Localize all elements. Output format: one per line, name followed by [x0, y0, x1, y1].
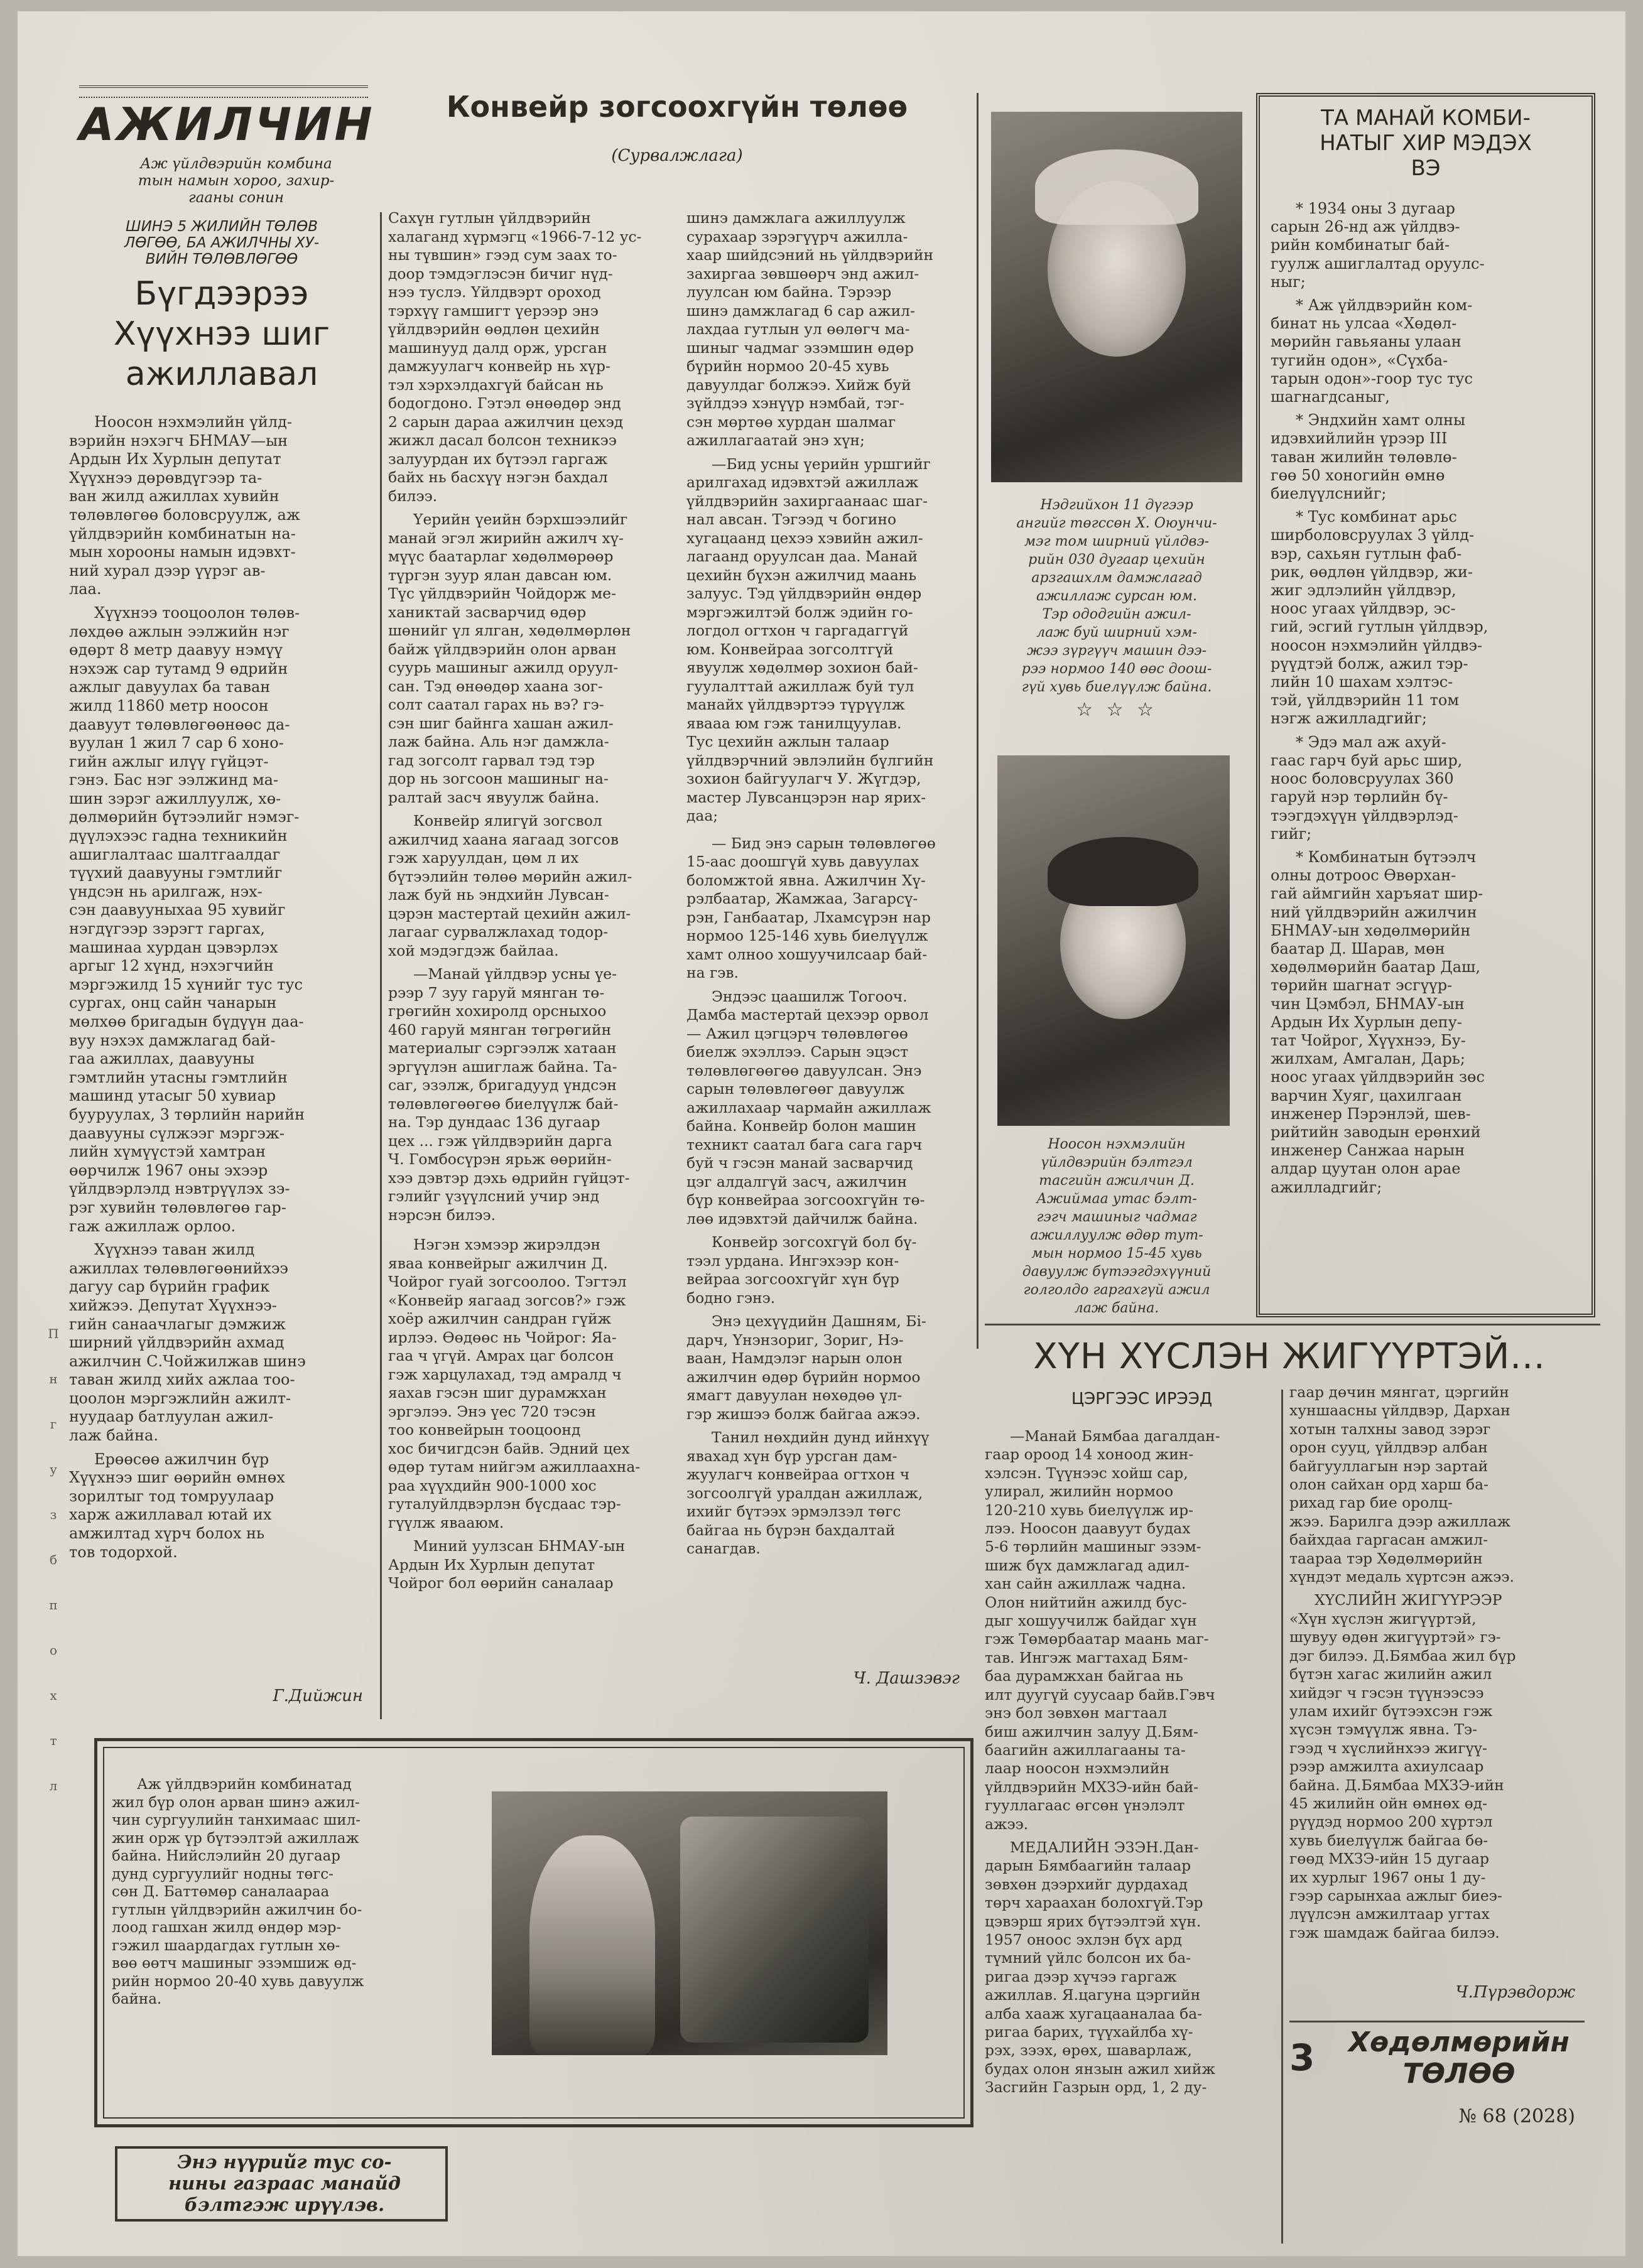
conveyor-col-1 — [388, 209, 677, 1598]
newspaper-page — [18, 11, 1625, 2256]
left-article-body — [69, 413, 371, 1567]
photo3-machine-shape — [680, 1817, 869, 2043]
left-para-1: Ноосон нэхмэлийн үйлд- вэрийн нэхэгч БНМАУ—ын Ардын Их Хурлын депутат Хүүхнээ дөрөвдүгээр та- ван жилд ажиллах хувийн төлөвлөгөө боловсруулж, аж үйлдвэрийн комбинатын на- мын хорооны намын идэвхт- ний хурал дээр үүрэг ав- лаа. — [69, 413, 300, 598]
conveyor-col2-para-4: Эндээс цаашилж Тогооч. Дамба мастертай цехээр орвол — Ажил цэгцэрч төлөвлөгөө биелж эхэллээ. Сарын эцэст төлөвлөгөөгөө давуулсан. Энэ сарын төлөвлөгөөг давуулж ажиллахаар чармайн ажиллаж байна. Конвейр болон машин техникт саатал бага сага гарч буй ч гэсэн манай засварчид цэг алдалгүй засч, ажилчин бүр конвейраа зогсоохгүйн тө- лөө идэвхтэй дайчилж байна. — [686, 987, 931, 1228]
left-signature: Г.Дийжин — [273, 1687, 363, 1705]
footer-publication-title: Хөдөлмөрийн ТӨЛӨӨ — [1348, 2026, 1570, 2090]
side-margin-text: П н г у з б п о х т л — [48, 1326, 59, 1793]
conveyor-signature: Ч. Дашзэвэг — [853, 1669, 960, 1688]
conveyor-col2-para-5: Конвейр зогсохгүй бол бү- тээл урдана. Ингэхээр кон- вейраа зогсоохгүйг хүн бүр бодно гэнэ. — [686, 1233, 917, 1307]
right-article-top-rule — [985, 1324, 1600, 1326]
photo-young-worker-machine — [492, 1791, 887, 2055]
right-headline: ХҮН ХҮСЛЭН ЖИГҮҮРТЭЙ... — [1033, 1336, 1546, 1377]
sidebar-para-5: * Эдэ мал аж ахуй- гаас гарч буй арьс шир, ноос боловсруулах 360 гаруй нэр төрлийн бү- тээгдэхүүн үйлдвэрлэд- гийг; — [1271, 733, 1463, 843]
sidebar-para-4: * Тус комбинат арьс ширболовсруулах 3 үйлд- вэр, сахьян гутлын фаб- рик, өөдлөн үйлдвэр, жи- жиг эдлэлийн үйлдвэр, ноос угаах үйлдвэр, эс- гий, эсгий гутлын үйлдвэр, ноосон нэхмэлийн үйлдвэ- рүүдтэй болж, ажил тэр- лийн 10 шахам хэлтэс- тэй, үйлдвэрийн 11 том нэгж ажилладгийг; — [1271, 508, 1488, 728]
photo1-caption: Нэдгийхон 11 дүгээр ангийг төгссөн Х. Оюунчи- мэг том ширний үйлдвэ- рийн 030 дугаар цехийн арзгашхлм дамжлагад ажиллаж сурсан юм. Тэр ододгийн ажил- лаж буй ширний хэм- жээ зүргүүч машин дээ- рээ нормоо 140 өөс доош- гүй хувь биелүүлж байна. — [1016, 497, 1217, 695]
column-rule-1 — [380, 212, 382, 1719]
stars-divider: ☆ ☆ ☆ — [1076, 699, 1158, 721]
bottom-box-paragraph: Аж үйлдвэрийн комбинатад жил бүр олон арван шинэ ажил- чин сургуулийн танхимаас шил- жин орж үр бүтээлтэй ажиллаж байна. Нийслэлийн 20 дугаар дунд сургуулийг нодны төгс- сөн Д. Баттөмөр саналаараа гутлын үйлдвэрийн ажилчин бо- лоод гашхан жилд өндөр мэр- гэжил шаардагдах гутлын хө- вөө өөтч машиныг эзэмшиж өд- рийн нормоо 20-40 хувь давуулж байна. — [112, 1776, 364, 2007]
sidebar-para-6: * Комбинатын бүтээлч олны дотроос Өвөрхан- гай аймгийн харъяат шир- ний үйлдвэрийн ажилчин БНМАУ-ын хөдөлмөрийн баатар Д. Шарав, мөн хөдөлмөрийн баатар Даш, төрийн шагнат эсгүүр- чин Цэмбэл, БНМАУ-ын Ардын Их Хурлын депу- тат Чойрог, Хүүхнээ, Бу- жилхам, Амгалан, Дарь; ноос угаах үйлдвэрийн зөс варчин Хуяг, цахилгаан инженер Пэрэнлэй, шев- рийтийн заводын ерөнхий инженер Санжаа нарын алдар цуутан олон арае ажилладгийг; — [1271, 848, 1485, 1196]
photo3-figure-shape — [529, 1835, 655, 2055]
sidebar-title: ТА МАНАЙ КОМБИ- НАТЫГ ХИР МЭДЭХ ВЭ — [1320, 105, 1532, 181]
column-rule-3 — [1281, 1390, 1283, 2244]
sidebar-para-1: * 1934 оны 3 дугаар сарын 26-нд аж үйлдвэ- рийн комбинатыг бай- гуулж ашиглалтад оруулс- ныг; — [1271, 200, 1485, 291]
conveyor-col1-para-4: —Манай үйлдвэр усны үе- рээр 7 зуу гаруй мянган тө- грөгийн хохиролд орсныхоо 460 гаруй мянган төгрөгийн материалыг сэргээлж хатаан эргүүлэн ашиглаж байна. Та- саг, эзэлж, бригадууд үндсэн төлөвлөгөөгөө биелүүлж бай- на. Тэр дундаас 136 дугаар цех ... гэж үйлдвэрийн дарга Ч. Гомбосүрэн ярьж өөрийн- хээ дэвтэр дэхь өдрийн гүйцэт- гэлийг үзүүлсний учир энд нэрсэн билээ. — [388, 965, 630, 1224]
conveyor-col2-para-2: —Бид усны үерийн уршгийг арилгахад идэвхтэй ажиллаж үйлдвэрийн захиргаанаас шаг- нал авсан. Тэгээд ч богино хугацаанд цехээ хэвийн ажил- лагаанд оруулсан даа. Манай цехийн бүхэн ажилчид маань залуус. Тэд үйлдвэрийн өндөр мэргэжилтэй болж эдийн го- логдол огтхон ч гаргадаггүй юм. Конвейраа зогсолтгүй явуулж хөдөлмөр зохион бай- гуулалттай ажиллаж буй тул манайх үйлдвэртээ түрүүлж явааа юм гэж танилцуулав. Тус цехийн ажлын талаар үйлдвэрчний эвлэлийн бүлгийн зохион байгуулагч У. Жүгдэр, мастер Лувсанцэрэн нар ярих- даа; — [686, 455, 934, 824]
conveyor-subtitle: (Сурвалжлага) — [611, 146, 743, 165]
right-col2-para-1: гаар дөчин мянгат, цэргийн хуншаасны үйлдвэр, Дархан хотын талхны завод зэрэг орон сууц, үйлдвэр албан байгууллагын нэр зартай олон сайхан орд харш ба- рихад гар бие оролц- жээ. Барилга дээр ажиллаж байхдаа гаргасан амжил- таараа тэр Хөдөлмөрийн хүндэт медаль хүртсэн ажээ. — [1289, 1383, 1514, 1586]
conveyor-col1-para-2: Үерийн үеийн бэрхшээлийг манай эгэл жирийн ажилч хү- мүүс баатарлаг хөдөлмөрөөр түргэн зуур ялан давсан юм. Түс үйлдвэрийн Чойдорж ме- ханиктай засварчид өдөр шөнийг үл ялган, хөдөлмөрлөн байж үйлдвэрийн олон арван суурь машиныг ажилд оруул- сан. Тэд өнөөдөр хаана зог- солт саатал гарах нь вэ? гэ- сэн шиг байнга хашан ажил- лаж байна. Аль нэг дамжла- гад зогсолт гарвал тэд тэр дор нь зогсоон машиныг на- ралтай засч явуулж байна. — [388, 510, 631, 806]
footer-page-number: 3 — [1289, 2036, 1315, 2079]
column-rule-2 — [977, 93, 979, 1349]
footer-rule — [1289, 2021, 1585, 2022]
conveyor-col2-para-3: — Бид энэ сарын төлөвлөгөө 15-аас доошгүй хувь давуулах боломжтой явна. Ажилчин Хү- рэлбаатар, Жамжаа, Загарсү- рэн, Ганбаатар, Лхамсүрэн нар нормоо 125-146 хувь биелүүлж хамт олноо хошуучилсаар бай- на гэв. — [686, 834, 936, 981]
right-subhead: ЦЭРГЭЭС ИРЭЭД — [1071, 1390, 1213, 1408]
sidebar-para-3: * Эндхийн хамт олны идэвхийлийн үрээр III таван жилийн төлөвлө- гөө 50 хоногийн өмнө биелүүлснийг; — [1271, 411, 1466, 503]
right-col2-para-2: ХҮСЛИЙН ЖИГҮҮРЭЭР «Хүн хүслэн жигүүртэй, шувуу өдөн жигүүртэй» гэ- дэг билээ. Д.Бямбаа жил бүр бүтэн хагас жилийн ажил хийдэг ч гэсэн түүнээсээ улам ихийг бүтээхсэн гэж хүсэн тэмүүлж явна. Тэ- гээд ч хүслийнхээ жигүү- рээр амжилта ахиулсаар байна. Д.Бямбаа МХЗЭ-ийн 45 жилийн ойн өмнөх өд- рүүдэд нормоо 200 хүртэл хувь биелүүлж байгаа бө- гөөд МХЗЭ-ийн 15 дугаар их хурлыг 1967 оны 1 ду- гээр сарынхаа ажлыг биеэ- лүүлсэн амжилтаар угтах гэж шамдаж байгаа билээ. — [1289, 1591, 1516, 1941]
notice-text: Энэ нүүрийг тус со- нины газраас манайд бэлтгэж ирүүлэв. — [168, 2151, 401, 2215]
masthead-title: АЖИЛЧИН — [79, 98, 375, 151]
right-col1-para-2: МЕДАЛИЙН ЭЗЭН.Дан- дарын Бямбаагийн талаар зөвхөн дээрхийг дурдахад төрч хараахан болохгүй.Тэр цэвэрш ярих бүтээлтэй хүн. 1957 оноос эхлэн бүх ард түмний үйлс болсон их ба- ригаа дээр хүчээ гаргаж ажиллав. Я.цагуна цэргийн алба хааж хугацааналаа ба- ригаа барих, түүхайлба хү- рэх, зээх, өрөх, шаварлаж, будах олон янзын ажил хийж Засгийн Газрын орд, 1, 2 ду- — [985, 1838, 1215, 2097]
photo-scarf-shape — [1035, 149, 1198, 225]
conveyor-headline: Конвейр зогсоохгүйн төлөө — [446, 90, 908, 124]
conveyor-col1-para-3: Конвейр ялигүй зогсвол ажилчид хаана яагаад зогсов гэж харуулдан, цөм л их бүтээлийн төлөө мөрийн ажил- лаж буй нь эндхийн Лувсан- цэрэн мастертай цехийн ажил- лагааг сурвалжлахад тодор- хой мэдэгдэж байлаа. — [388, 812, 632, 959]
photo-worker-at-machine — [997, 755, 1230, 1126]
right-col1-para-1: —Манай Бямбаа дагалдан- гаар ороод 14 хоноод жин- хэлсэн. Түүнээс хойш сар, улирал, жилийн нормоо 120-210 хувь биелүүлж ир- лээ. Ноосон даавуут будах 5-6 төрлийн машиныг эзэм- шиж бүх дамжлагад адил- хан сайн ажиллаж чадна. Олон нийтийн ажилд бус- дыг хошуучилж байдаг хүн гэж Төмөрбаатар маань маг- тав. Ингэж магтахад Бям- баа дурамжхан байгаа нь илт дуугүй суусаар байв.Гэвч энэ бол зөвхөн магтаал биш ажилчин залуу Д.Бям- баагийн ажиллагааны та- лаар ноосон нэхмэлийн үйлдвэрийн МХЗЭ-ийн бай- гууллагаас өгсөн үнэлэлт ажээ. — [985, 1427, 1220, 1833]
right-signature: Ч.Пүрэвдорж — [1455, 1983, 1575, 2002]
left-headline: Бүгдээрээ Хүүхнээ шиг ажиллавал — [113, 275, 330, 393]
masthead-subtitle: Аж үйлдвэрийн комбина тын намын хороо, захир- гааны сонин — [138, 156, 335, 206]
sidebar-para-2: * Аж үйлдвэрийн ком- бинат нь улсаа «Хөдөл- мөрийн гавьяаны улаан тугийн одон», «Сүхба- тарын одон»-гоор тус тус шагнагдсаныг, — [1271, 296, 1473, 406]
masthead — [79, 85, 375, 211]
sidebar-body — [1271, 200, 1585, 1202]
conveyor-col1-para-6: Миний уулзсан БНМАУ-ын Ардын Их Хурлын депутат Чойрог бол өөрийн саналаар — [388, 1537, 626, 1592]
conveyor-col-2 — [686, 209, 972, 1563]
conveyor-col2-para-1: шинэ дамжлага ажиллуулж сурахаар зэрэгүүрч ажилла- хаар шийдсэний нь үйлдвэрийн захиргаа зөвшөөрч энд ажил- луулсан юм байна. Тэрээр шинэ дамжлагад 6 сар ажил- лахдаа гутлын ул өөлөгч ма- шиныг чадмаг эзэмшин өдөр бүрийн нормоо 20-45 хувь давуулдаг болжээ. Хийж буй зүйлдээ хэнүүр нэмбай, тэг- сэн мөртөө хурдан шалмаг ажиллагаатай энэ хүн; — [686, 209, 934, 449]
photo2-hair-shape — [1048, 837, 1198, 906]
photo2-caption: Ноосон нэхмэлийн үйлдвэрийн бэлтгэл тасгийн ажилчин Д. Ажиймаа утас бэлт- гэгч машиныг чадмаг ажиллуулж өдөр тут- мын нормоо 15-45 хувь давуулж бүтээгдэхүүний голголдо гаргахгүй ажил лаж байна. — [1022, 1137, 1212, 1316]
conveyor-col2-para-6: Энэ цехүүдийн Дашням, Бі- дарч, Үнэнзориг, Зориг, Нэ- ваан, Намдэлэг нарын олон ажилчин өдөр бүрийн нормоо ямагт давуулан нөхөдөө үл- гэр жишээ болж байгаа ажээ. — [686, 1312, 926, 1423]
footer-issue: № 68 (2028) — [1458, 2105, 1575, 2127]
conveyor-col1-para-5: Нэгэн хэмээр жирэлдэн яваа конвейрыг ажилчин Д. Чойрог гуай зогсоолоо. Тэгтэл «Конвейр яагаад зогсов?» гэж хоёр ажилчин сандран гүйж ирлээ. Өөдөөс нь Чойрог: Яа- гаа ч үгүй. Амрах цаг болсон гэж харцулахад, тэд амралд ч яахав гэсэн шиг дурамжхан эргэлээ. Энэ үес 720 тэсэн тоо конвейрын тооцоонд хос бичигдсэн байв. Эдний цех өдөр тутам нийгэм ажиллаахна- раа хүүхдийн 900-1000 хос гуталуйлдвэрлэн бүсдаас тэр- гүүлж явааюм. — [388, 1236, 641, 1531]
conveyor-col1-para-1: Сахүн гутлын үйлдвэрийн халаганд хүрмэгц «1966-7-12 ус- ны түвшин» гээд сум заах то- доор тэмдэглэсэн бичиг нүд- нээ туслэ. Үйлдвэрт ороход тэрхүү гамшигт үерээр энэ үйлдвэрийн өөдлөн цехийн машинууд далд орж, урсган дамжуулагч конвейр нь хүр- тэл хэрхэлдахгүй байсан нь бодогдоно. Гэтэл өнөөдөр энд 2 сарын дараа ажилчин цехэд жижл дасал болсон техникээ залуурдан их бүтээл гаргаж байх нь басхүү нэгэн бахдал билээ. — [388, 209, 642, 505]
bottom-box-text — [112, 1776, 438, 2014]
left-para-3: Хүүхнээ таван жилд ажиллах төлөвлөгөөнийхээ дагуу сар бүрийн график хийжээ. Депутат Хүүхнээ- гийн санаачлагыг дэмжиж ширний үйлдвэрийн ахмад ажилчин С.Чойжилжав шинэ таван жилд хийх ажлаа тоо- цоолон мэргэжлийн ажилт- нуудаар батлуулан ажил- лаж байна. — [69, 1241, 306, 1445]
photo-worker-portrait — [991, 112, 1242, 482]
masthead-ornament-top — [79, 85, 368, 98]
right-col-1 — [985, 1427, 1277, 2102]
conveyor-col2-para-7: Танил нөхдийн дунд ийнхүү явахад хүн бүр урсган дам- жуулагч конвейраа огтхон ч зогсоолгүй уралдан ажиллаж, ихийг бүтээх эрмэлзэл төгс байгаа нь бүрэн бахдалтай санагдав. — [686, 1428, 930, 1557]
left-kicker: ШИНЭ 5 ЖИЛИЙН ТӨЛӨВ ЛӨГӨӨ, БА АЖИЛЧНЫ ХУ- ВИЙН ТӨЛӨВЛӨГӨӨ — [124, 219, 320, 267]
left-para-4: Ерөөсөө ажилчин бүр Хүүхнээ шиг өөрийн өмнөх зорилтыг тод томруулаар харж ажиллавал ютай их амжилтад хүрч болох нь тов тодорхой. — [69, 1450, 285, 1561]
right-col-2 — [1289, 1383, 1585, 1947]
left-para-2: Хүүхнээ тооцоолон төлөв- лөхдөө ажлын ээлжийн нэг өдөрт 8 метр даавуу нэмүү нэхэж сар тутамд 9 өдрийн ажлыг давуулах ба таван жилд 11860 метр ноосон даавуут төлөвлөгөөнөөс да- вуулан 1 жил 7 сар 6 хоно- гийн ажлыг илүү гүйцэт- гэнэ. Бас нэг ээлжинд ма- шин зэрэг ажиллуулж, хө- дөлмөрийн бүтээлийг нэмэг- дүүлэхээс гадна техникийн ашиглалтаас шалтгаалдаг түүхий даавууны гэмтлийг үндсэн нь арилгаж, нэх- сэн даавууныхаа 95 хувийг нэгдүгээр зэрэгт гаргах, машинаа хурдан цэвэрлэх аргыг 12 хүнд, нэхэгчийн мэргэжилд 15 хүнийг тус тус сургах, онц сайн чанарын мөлхөө бригадын бүдүүн даа- вуу нэхэх дамжлагад бай- гаа ажиллах, даавууны гэмтлийн утасны гэмтлийн машинд утасыг 50 хувиар бууруулах, 3 төрлийн нарийн даавууны сүлжээг мэргэж- лийн хүмүүстэй хамтран өөрчилж 1967 оны эхээр үйлдвэрлэлд нэвтрүүлэх зэ- рэг хувийн төлөвлөгөө гар- гаж ажиллаж орлоо. — [69, 603, 305, 1235]
